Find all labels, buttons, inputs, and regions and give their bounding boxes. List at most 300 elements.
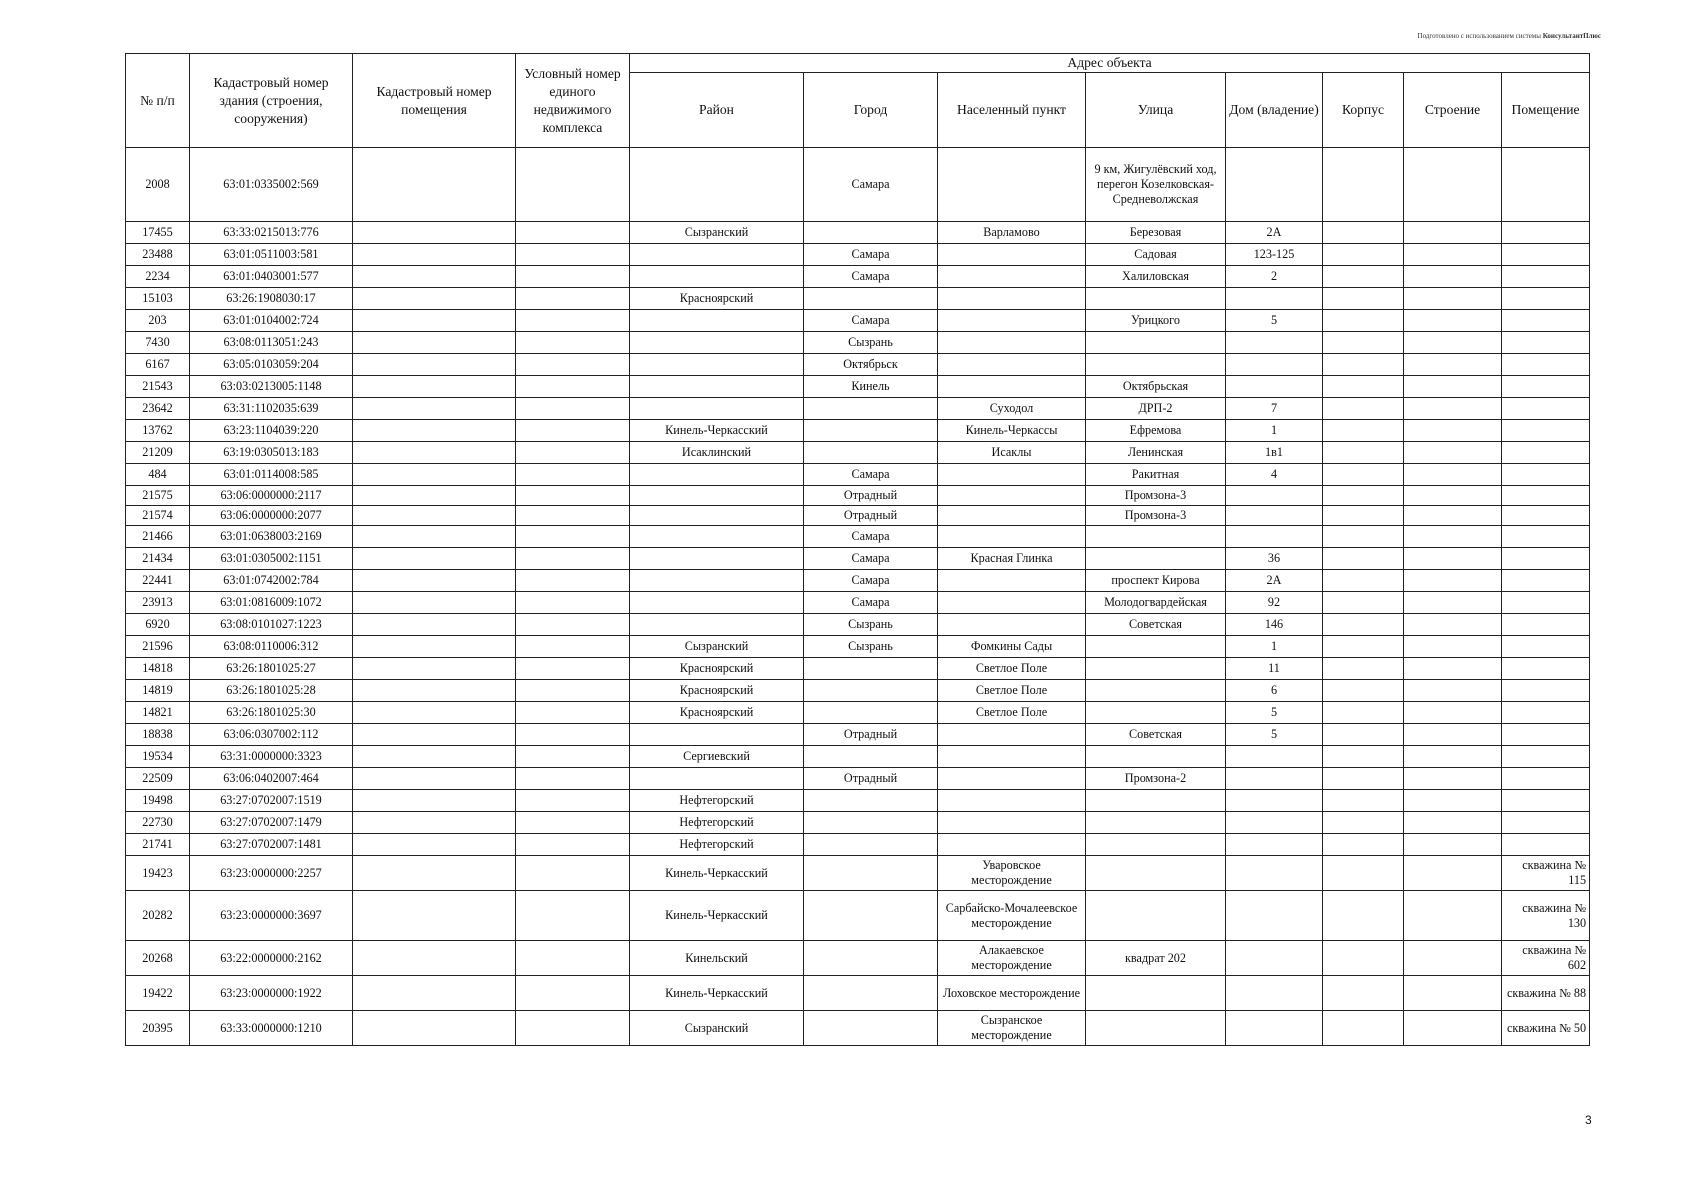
cell-building: [1404, 244, 1502, 266]
cell-premises-cadastral: [353, 724, 516, 746]
cell-street: Ракитная: [1086, 464, 1226, 486]
cell-city: Самара: [804, 526, 938, 548]
cell-building-cadastral: 63:05:0103059:204: [190, 354, 353, 376]
cell-num: 21466: [126, 526, 190, 548]
cell-building-cadastral: 63:23:0000000:1922: [190, 976, 353, 1011]
cell-num: 21434: [126, 548, 190, 570]
cell-premises-cadastral: [353, 548, 516, 570]
cell-block: [1323, 420, 1404, 442]
table-row: [126, 526, 1590, 548]
cell-block: [1323, 636, 1404, 658]
cell-num: 20282: [126, 891, 190, 941]
cell-building: [1404, 724, 1502, 746]
cell-block: [1323, 746, 1404, 768]
table-row: [126, 891, 1590, 941]
cell-complex-number: [516, 768, 630, 790]
cell-block: [1323, 834, 1404, 856]
cell-house: [1226, 812, 1323, 834]
cell-num: 203: [126, 310, 190, 332]
cell-complex-number: [516, 376, 630, 398]
cell-district: [630, 464, 804, 486]
cell-district: [630, 354, 804, 376]
cell-num: 21575: [126, 486, 190, 506]
cell-building-cadastral: 63:01:0403001:577: [190, 266, 353, 288]
cell-block: [1323, 506, 1404, 526]
cell-district: Кинель-Черкасский: [630, 856, 804, 891]
cell-street: [1086, 658, 1226, 680]
cell-city: Сызрань: [804, 636, 938, 658]
header-district: Район: [630, 73, 804, 148]
cell-house: [1226, 834, 1323, 856]
cell-district: [630, 310, 804, 332]
cell-building: [1404, 570, 1502, 592]
cell-district: Красноярский: [630, 658, 804, 680]
cell-house: 92: [1226, 592, 1323, 614]
cell-premises-cadastral: [353, 486, 516, 506]
cell-num: 19498: [126, 790, 190, 812]
cell-block: [1323, 891, 1404, 941]
cell-room: [1502, 548, 1590, 570]
cell-block: [1323, 244, 1404, 266]
cell-building: [1404, 746, 1502, 768]
cell-premises-cadastral: [353, 976, 516, 1011]
cell-district: Сызранский: [630, 222, 804, 244]
table-row: [126, 442, 1590, 464]
objects-table: [125, 53, 1590, 1046]
cell-street: [1086, 790, 1226, 812]
cell-room: [1502, 442, 1590, 464]
cell-room: [1502, 464, 1590, 486]
table-row: [126, 976, 1590, 1011]
cell-block: [1323, 592, 1404, 614]
cell-city: [804, 420, 938, 442]
cell-complex-number: [516, 310, 630, 332]
cell-premises-cadastral: [353, 1011, 516, 1046]
cell-building-cadastral: 63:01:0104002:724: [190, 310, 353, 332]
table-row: [126, 856, 1590, 891]
cell-house: [1226, 891, 1323, 941]
cell-house: [1226, 354, 1323, 376]
cell-building-cadastral: 63:31:1102035:639: [190, 398, 353, 420]
cell-premises-cadastral: [353, 332, 516, 354]
header-address-group: Адрес объекта: [630, 54, 1590, 73]
cell-street: [1086, 834, 1226, 856]
cell-settlement: [938, 526, 1086, 548]
cell-premises-cadastral: [353, 376, 516, 398]
cell-district: Красноярский: [630, 702, 804, 724]
cell-complex-number: [516, 636, 630, 658]
cell-complex-number: [516, 354, 630, 376]
cell-premises-cadastral: [353, 398, 516, 420]
cell-city: Самара: [804, 548, 938, 570]
cell-district: Нефтегорский: [630, 834, 804, 856]
cell-city: Сызрань: [804, 332, 938, 354]
cell-settlement: Сарбайско-Мочалеевское месторождение: [938, 891, 1086, 941]
header-premises-cadastral: Кадастровый номер помещения: [353, 54, 516, 148]
cell-house: 5: [1226, 702, 1323, 724]
cell-street: [1086, 1011, 1226, 1046]
cell-street: [1086, 636, 1226, 658]
cell-street: Промзона-2: [1086, 768, 1226, 790]
cell-room: [1502, 244, 1590, 266]
cell-complex-number: [516, 941, 630, 976]
cell-num: 2234: [126, 266, 190, 288]
cell-city: [804, 702, 938, 724]
cell-room: [1502, 526, 1590, 548]
cell-building: [1404, 680, 1502, 702]
cell-street: [1086, 702, 1226, 724]
cell-settlement: Кинель-Черкассы: [938, 420, 1086, 442]
cell-district: [630, 526, 804, 548]
cell-street: [1086, 856, 1226, 891]
cell-settlement: [938, 288, 1086, 310]
cell-building-cadastral: 63:06:0307002:112: [190, 724, 353, 746]
cell-street: Октябрьская: [1086, 376, 1226, 398]
header-note-prefix: Подготовлено с использованием системы: [1417, 32, 1541, 40]
cell-building-cadastral: 63:27:0702007:1481: [190, 834, 353, 856]
cell-building: [1404, 376, 1502, 398]
cell-settlement: [938, 746, 1086, 768]
cell-settlement: Исаклы: [938, 442, 1086, 464]
cell-premises-cadastral: [353, 790, 516, 812]
cell-settlement: [938, 812, 1086, 834]
cell-building: [1404, 790, 1502, 812]
table-row: [126, 506, 1590, 526]
cell-district: [630, 592, 804, 614]
table-row: [126, 288, 1590, 310]
cell-num: 19534: [126, 746, 190, 768]
table-row: [126, 570, 1590, 592]
cell-block: [1323, 354, 1404, 376]
table-row: [126, 398, 1590, 420]
cell-premises-cadastral: [353, 148, 516, 222]
cell-num: 19422: [126, 976, 190, 1011]
cell-street: [1086, 526, 1226, 548]
cell-room: [1502, 636, 1590, 658]
cell-block: [1323, 812, 1404, 834]
cell-room: [1502, 592, 1590, 614]
cell-city: [804, 746, 938, 768]
cell-house: 2А: [1226, 570, 1323, 592]
cell-room: [1502, 570, 1590, 592]
cell-building-cadastral: 63:01:0335002:569: [190, 148, 353, 222]
cell-settlement: Уваровское месторождение: [938, 856, 1086, 891]
cell-block: [1323, 310, 1404, 332]
cell-city: Отрадный: [804, 506, 938, 526]
cell-complex-number: [516, 420, 630, 442]
cell-room: [1502, 614, 1590, 636]
cell-building-cadastral: 63:06:0402007:464: [190, 768, 353, 790]
cell-district: [630, 724, 804, 746]
cell-settlement: [938, 724, 1086, 746]
cell-house: [1226, 486, 1323, 506]
cell-city: Самара: [804, 464, 938, 486]
cell-house: 5: [1226, 310, 1323, 332]
cell-building-cadastral: 63:33:0215013:776: [190, 222, 353, 244]
table-body: [126, 148, 1590, 1046]
cell-premises-cadastral: [353, 310, 516, 332]
cell-district: Нефтегорский: [630, 790, 804, 812]
cell-premises-cadastral: [353, 464, 516, 486]
cell-premises-cadastral: [353, 614, 516, 636]
cell-num: 19423: [126, 856, 190, 891]
cell-premises-cadastral: [353, 891, 516, 941]
table-row: [126, 592, 1590, 614]
cell-num: 22509: [126, 768, 190, 790]
cell-complex-number: [516, 812, 630, 834]
cell-building: [1404, 222, 1502, 244]
cell-block: [1323, 790, 1404, 812]
cell-city: Отрадный: [804, 486, 938, 506]
cell-premises-cadastral: [353, 746, 516, 768]
cell-building-cadastral: 63:03:0213005:1148: [190, 376, 353, 398]
cell-street: Советская: [1086, 724, 1226, 746]
cell-building: [1404, 856, 1502, 891]
cell-premises-cadastral: [353, 702, 516, 724]
cell-premises-cadastral: [353, 420, 516, 442]
cell-city: Сызрань: [804, 614, 938, 636]
cell-complex-number: [516, 526, 630, 548]
cell-district: [630, 332, 804, 354]
cell-room: [1502, 148, 1590, 222]
cell-settlement: [938, 354, 1086, 376]
table-row: [126, 310, 1590, 332]
table-row: [126, 702, 1590, 724]
cell-building: [1404, 332, 1502, 354]
cell-complex-number: [516, 244, 630, 266]
cell-premises-cadastral: [353, 856, 516, 891]
table-row: [126, 614, 1590, 636]
cell-building: [1404, 354, 1502, 376]
cell-room: [1502, 420, 1590, 442]
cell-building: [1404, 442, 1502, 464]
cell-premises-cadastral: [353, 222, 516, 244]
cell-room: [1502, 288, 1590, 310]
cell-city: [804, 834, 938, 856]
cell-street: Урицкого: [1086, 310, 1226, 332]
cell-street: проспект Кирова: [1086, 570, 1226, 592]
cell-building-cadastral: 63:01:0305002:1151: [190, 548, 353, 570]
cell-block: [1323, 856, 1404, 891]
cell-house: [1226, 376, 1323, 398]
cell-block: [1323, 976, 1404, 1011]
table-row: [126, 464, 1590, 486]
header-complex-number: Условный номер единого недвижимого комплекса: [516, 54, 630, 148]
cell-room: [1502, 812, 1590, 834]
cell-street: [1086, 976, 1226, 1011]
cell-complex-number: [516, 486, 630, 506]
cell-building-cadastral: 63:22:0000000:2162: [190, 941, 353, 976]
cell-district: [630, 570, 804, 592]
cell-complex-number: [516, 148, 630, 222]
cell-house: [1226, 332, 1323, 354]
cell-building-cadastral: 63:26:1801025:30: [190, 702, 353, 724]
cell-premises-cadastral: [353, 506, 516, 526]
cell-building-cadastral: 63:23:1104039:220: [190, 420, 353, 442]
cell-block: [1323, 724, 1404, 746]
cell-settlement: [938, 790, 1086, 812]
cell-block: [1323, 526, 1404, 548]
cell-district: [630, 548, 804, 570]
cell-city: Отрадный: [804, 724, 938, 746]
table-row: [126, 148, 1590, 222]
cell-num: 6167: [126, 354, 190, 376]
cell-building: [1404, 526, 1502, 548]
cell-city: Самара: [804, 244, 938, 266]
cell-room: [1502, 506, 1590, 526]
cell-building: [1404, 398, 1502, 420]
cell-complex-number: [516, 834, 630, 856]
cell-building-cadastral: 63:06:0000000:2117: [190, 486, 353, 506]
cell-premises-cadastral: [353, 244, 516, 266]
cell-house: [1226, 790, 1323, 812]
cell-street: [1086, 288, 1226, 310]
header-block: Корпус: [1323, 73, 1404, 148]
cell-house: 2А: [1226, 222, 1323, 244]
cell-building-cadastral: 63:01:0742002:784: [190, 570, 353, 592]
cell-street: Промзона-3: [1086, 486, 1226, 506]
header-building: Строение: [1404, 73, 1502, 148]
table-row: [126, 834, 1590, 856]
cell-city: [804, 288, 938, 310]
cell-building: [1404, 288, 1502, 310]
cell-premises-cadastral: [353, 288, 516, 310]
cell-block: [1323, 1011, 1404, 1046]
cell-street: [1086, 354, 1226, 376]
cell-settlement: [938, 592, 1086, 614]
cell-city: [804, 222, 938, 244]
cell-building-cadastral: 63:26:1801025:28: [190, 680, 353, 702]
cell-block: [1323, 614, 1404, 636]
cell-block: [1323, 266, 1404, 288]
cell-block: [1323, 548, 1404, 570]
cell-district: [630, 148, 804, 222]
cell-settlement: [938, 310, 1086, 332]
cell-building: [1404, 486, 1502, 506]
cell-district: [630, 244, 804, 266]
cell-settlement: Алакаевское месторождение: [938, 941, 1086, 976]
cell-num: 23642: [126, 398, 190, 420]
cell-complex-number: [516, 790, 630, 812]
cell-building-cadastral: 63:01:0114008:585: [190, 464, 353, 486]
cell-complex-number: [516, 506, 630, 526]
cell-district: [630, 266, 804, 288]
cell-num: 21574: [126, 506, 190, 526]
header-building-cadastral: Кадастровый номер здания (строения, сооружения): [190, 54, 353, 148]
cell-num: 7430: [126, 332, 190, 354]
cell-premises-cadastral: [353, 941, 516, 976]
cell-room: [1502, 332, 1590, 354]
cell-house: [1226, 746, 1323, 768]
cell-room: скважина № 115: [1502, 856, 1590, 891]
cell-city: [804, 680, 938, 702]
cell-city: [804, 398, 938, 420]
cell-building: [1404, 148, 1502, 222]
cell-settlement: Светлое Поле: [938, 658, 1086, 680]
cell-settlement: [938, 266, 1086, 288]
cell-premises-cadastral: [353, 570, 516, 592]
cell-street: ДРП-2: [1086, 398, 1226, 420]
cell-num: 13762: [126, 420, 190, 442]
cell-street: [1086, 332, 1226, 354]
cell-house: 36: [1226, 548, 1323, 570]
cell-district: Красноярский: [630, 288, 804, 310]
cell-num: 20395: [126, 1011, 190, 1046]
table-row: [126, 354, 1590, 376]
cell-city: Кинель: [804, 376, 938, 398]
cell-block: [1323, 442, 1404, 464]
cell-premises-cadastral: [353, 812, 516, 834]
cell-house: [1226, 1011, 1323, 1046]
cell-building: [1404, 834, 1502, 856]
cell-house: [1226, 526, 1323, 548]
cell-building: [1404, 636, 1502, 658]
cell-premises-cadastral: [353, 442, 516, 464]
cell-block: [1323, 570, 1404, 592]
cell-street: [1086, 680, 1226, 702]
cell-building: [1404, 658, 1502, 680]
cell-num: 484: [126, 464, 190, 486]
cell-street: [1086, 891, 1226, 941]
cell-num: 2008: [126, 148, 190, 222]
cell-block: [1323, 658, 1404, 680]
cell-building: [1404, 1011, 1502, 1046]
cell-district: [630, 376, 804, 398]
cell-settlement: [938, 332, 1086, 354]
cell-room: [1502, 222, 1590, 244]
header-city: Город: [804, 73, 938, 148]
cell-building-cadastral: 63:31:0000000:3323: [190, 746, 353, 768]
cell-settlement: [938, 148, 1086, 222]
cell-street: Ленинская: [1086, 442, 1226, 464]
table-row: [126, 420, 1590, 442]
cell-district: Кинельский: [630, 941, 804, 976]
cell-settlement: Фомкины Сады: [938, 636, 1086, 658]
cell-room: [1502, 486, 1590, 506]
cell-house: 5: [1226, 724, 1323, 746]
cell-house: 4: [1226, 464, 1323, 486]
cell-settlement: [938, 376, 1086, 398]
cell-building-cadastral: 63:08:0101027:1223: [190, 614, 353, 636]
cell-district: Кинель-Черкасский: [630, 891, 804, 941]
cell-complex-number: [516, 856, 630, 891]
table-row: [126, 812, 1590, 834]
cell-premises-cadastral: [353, 834, 516, 856]
cell-district: Кинель-Черкасский: [630, 976, 804, 1011]
cell-city: [804, 1011, 938, 1046]
cell-building-cadastral: 63:19:0305013:183: [190, 442, 353, 464]
cell-num: 22730: [126, 812, 190, 834]
cell-complex-number: [516, 1011, 630, 1046]
cell-block: [1323, 486, 1404, 506]
cell-complex-number: [516, 891, 630, 941]
cell-street: Садовая: [1086, 244, 1226, 266]
cell-settlement: Суходол: [938, 398, 1086, 420]
cell-district: Исаклинский: [630, 442, 804, 464]
cell-house: [1226, 288, 1323, 310]
cell-street: 9 км, Жигулёвский ход, перегон Козелковская-Средневолжская: [1086, 148, 1226, 222]
header-street: Улица: [1086, 73, 1226, 148]
cell-complex-number: [516, 288, 630, 310]
cell-district: [630, 614, 804, 636]
header-settlement: Населенный пункт: [938, 73, 1086, 148]
cell-num: 21209: [126, 442, 190, 464]
cell-settlement: [938, 244, 1086, 266]
table-row: [126, 222, 1590, 244]
cell-city: [804, 856, 938, 891]
cell-district: Нефтегорский: [630, 812, 804, 834]
table-row: [126, 680, 1590, 702]
